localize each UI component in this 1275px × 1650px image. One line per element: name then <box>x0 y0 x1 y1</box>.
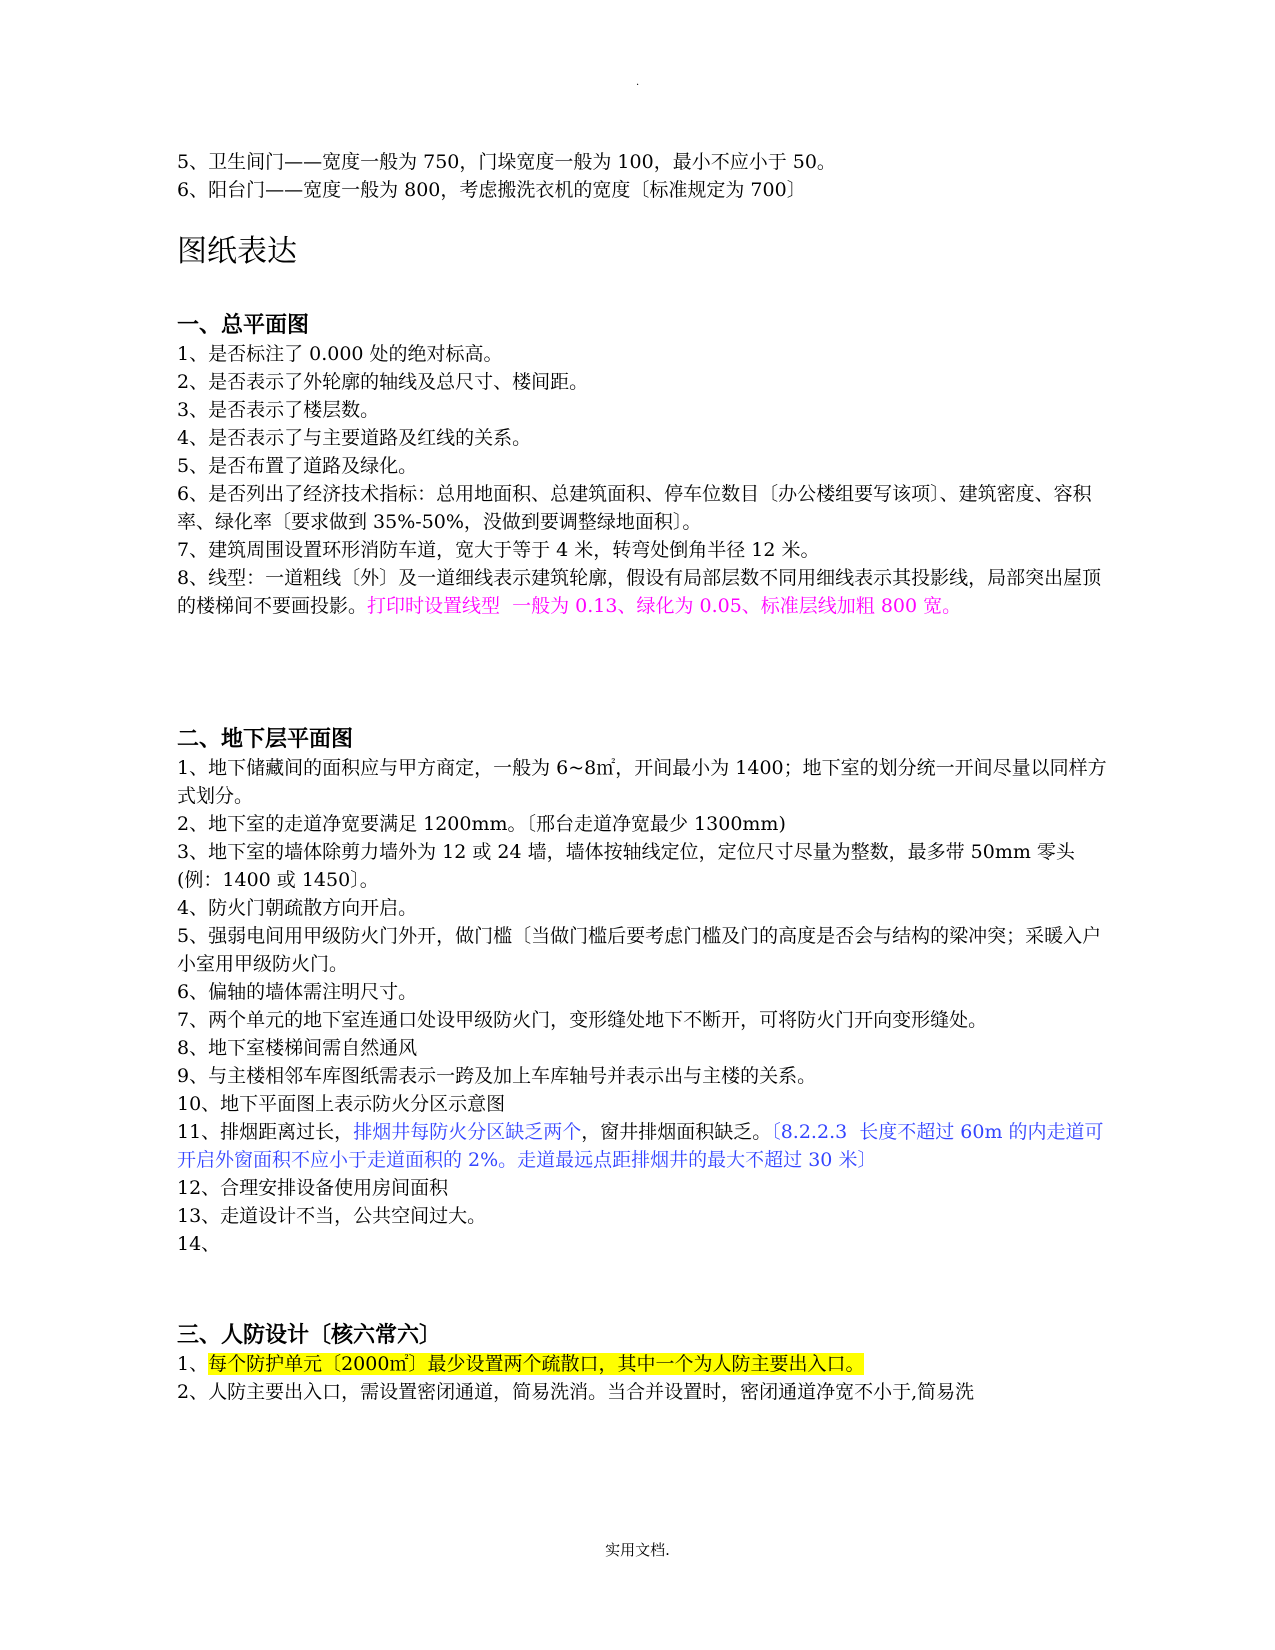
page-footer: 实用文档. <box>605 1541 670 1559</box>
list-item: 3、地下室的墙体除剪力墙外为 12 或 24 墙，墙体按轴线定位，定位尺寸尽量为整数，最多带 50mm 零头(例：1400 或 1450〕。 <box>177 841 1075 891</box>
list-item: 13、走道设计不当，公共空间过大。 <box>177 1205 487 1227</box>
list-item <box>177 564 1107 620</box>
list-item: 14、 <box>177 1233 221 1255</box>
header-mark: . <box>636 77 640 88</box>
item11-text-2: ，窗井排烟面积缺乏。 <box>581 1121 772 1143</box>
list-item: 6、偏轴的墙体需注明尺寸。 <box>177 981 418 1003</box>
list-item: 7、两个单元的地下室连通口处设甲级防火门，变形缝处地下不断开，可将防火门开向变形缝处。 <box>177 1009 988 1031</box>
section-heading-site-plan: 一、总平面图 <box>177 312 310 338</box>
highlighted-text: 每个防护单元〔2000㎡〕最少设置两个疏散口，其中一个为人防主要出入口。 <box>208 1353 865 1375</box>
list-item: 4、防火门朝疏散方向开启。 <box>177 897 418 919</box>
page-title: 图纸表达 <box>177 234 297 269</box>
list-item: 1、是否标注了 0.000 处的绝对标高。 <box>177 343 503 365</box>
section-heading-basement-plan: 二、地下层平面图 <box>177 726 354 752</box>
list-item: 1、地下储藏间的面积应与甲方商定，一般为 6~8㎡，开间最小为 1400；地下室的划分统一开间尽量以同样方式划分。 <box>177 757 1107 807</box>
door-item-6: 6、阳台门——宽度一般为 800，考虑搬洗衣机的宽度〔标准规定为 700〕 <box>177 179 806 201</box>
list-item: 6、是否列出了经济技术指标：总用地面积、总建筑面积、停车位数目〔办公楼组要写该项〕、建筑密度、容积率、绿化率〔要求做到 35%-50%，没做到要调整绿地面积〕。 <box>177 483 1092 533</box>
list-item: 2、地下室的走道净宽要满足 1200mm。〔邢台走道净宽最少 1300mm) <box>177 813 786 835</box>
list-item <box>177 1118 1107 1174</box>
list-item: 12、合理安排设备使用房间面积 <box>177 1177 449 1199</box>
list-item: 4、是否表示了与主要道路及红线的关系。 <box>177 427 532 449</box>
list-item: 5、强弱电间用甲级防火门外开，做门槛〔当做门槛后要考虑门槛及门的高度是否会与结构的梁冲突；采暖入户小室用甲级防火门。 <box>177 925 1102 975</box>
item11-code-note: 〔8.2.2.3 长度不超过 60m 的内走道可开启外窗面积不应小于走道面积的 2%。走道最远点距排烟井的最大不超过 30 米〕 <box>177 1121 1104 1171</box>
item8-text: 8、线型：一道粗线〔外〕及一道细线表示建筑轮廓，假设有局部层数不同用细线表示其投影线，局部突出屋顶的楼梯间不要画投影。 <box>177 567 1102 617</box>
item11-text: 11、排烟距离过长， <box>177 1121 354 1143</box>
list-item: 5、是否布置了道路及绿化。 <box>177 455 418 477</box>
list-item: 7、建筑周围设置环形消防车道，宽大于等于 4 米，转弯处倒角半径 12 米。 <box>177 539 820 561</box>
item11-blue-note: 排烟井每防火分区缺乏两个 <box>353 1121 582 1143</box>
list-item <box>177 1350 1107 1378</box>
list-item: 10、地下平面图上表示防火分区示意图 <box>177 1093 506 1115</box>
list-item: 2、是否表示了外轮廓的轴线及总尺寸、楼间距。 <box>177 371 589 393</box>
door-item-5: 5、卫生间门——宽度一般为 750，门垛宽度一般为 100，最小不应小于 50。 <box>177 151 836 173</box>
document-body <box>177 148 1107 1406</box>
list-item: 8、地下室楼梯间需自然通风 <box>177 1037 418 1059</box>
list-item: 9、与主楼相邻车库图纸需表示一跨及加上车库轴号并表示出与主楼的关系。 <box>177 1065 817 1087</box>
list-item: 3、是否表示了楼层数。 <box>177 399 380 421</box>
item8-print-note: 打印时设置线型 一般为 0.13、绿化为 0.05、标准层线加粗 800 宽。 <box>367 595 962 617</box>
section-heading-civil-defense: 三、人防设计〔核六常六〕 <box>177 1322 442 1348</box>
list-item: 2、人防主要出入口，需设置密闭通道，简易洗消。当合并设置时，密闭通道净宽不小于,简易洗 <box>177 1381 975 1403</box>
item1-prefix: 1、 <box>177 1353 209 1375</box>
